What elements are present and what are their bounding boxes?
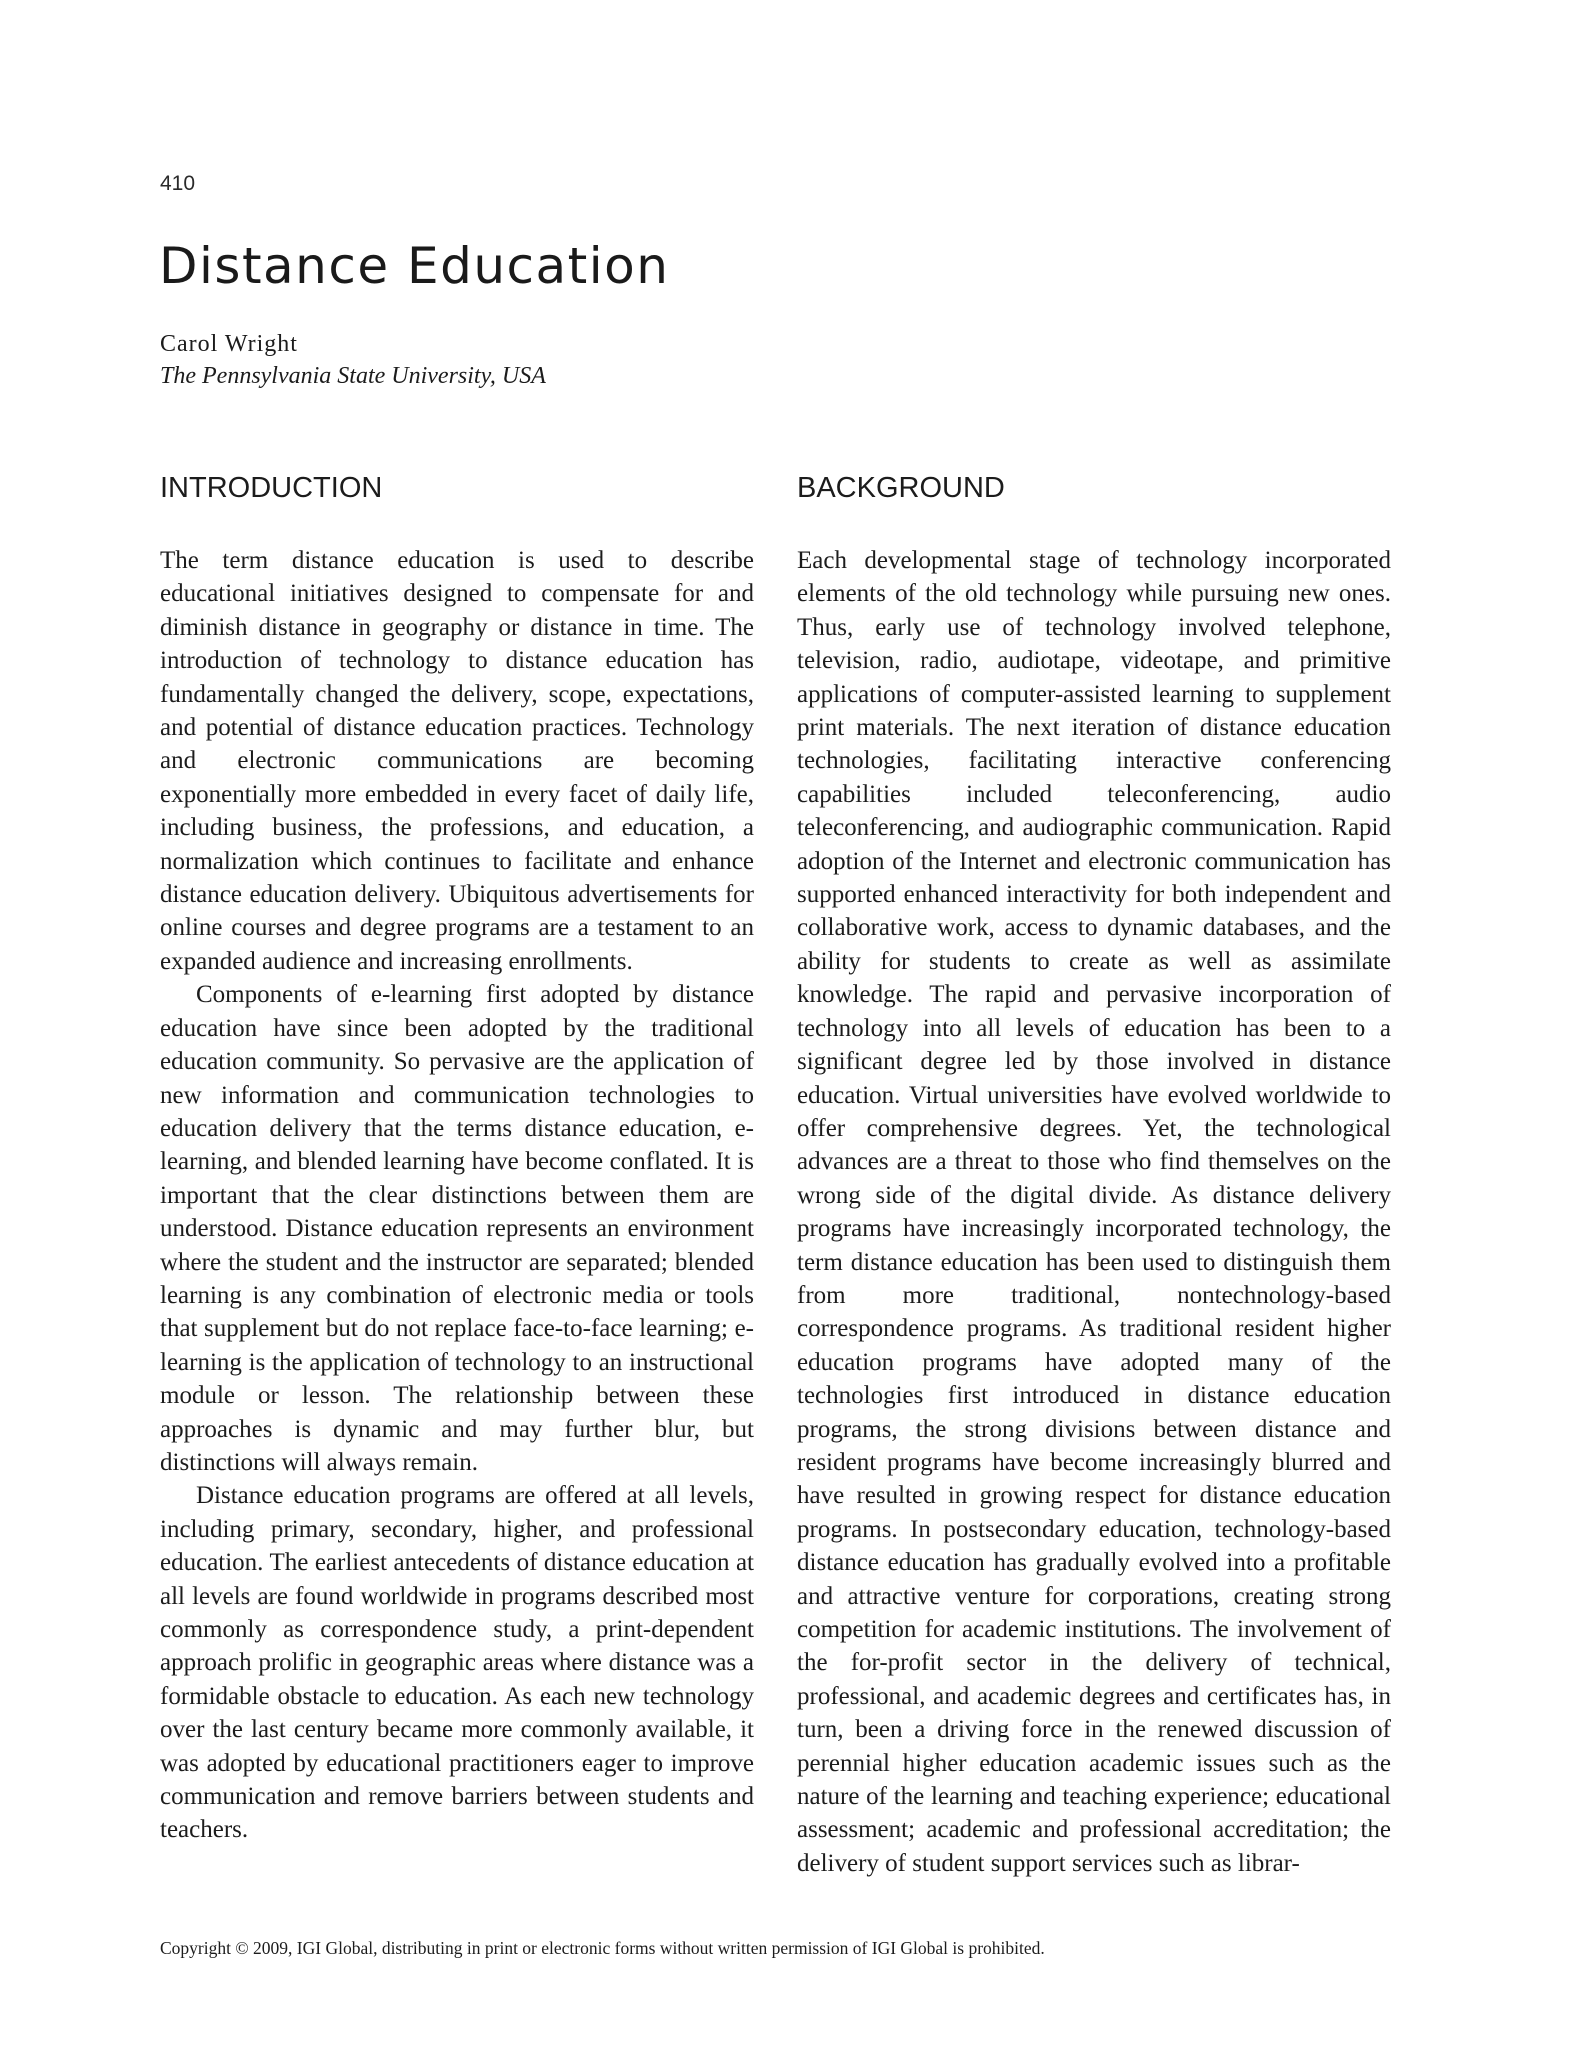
introduction-paragraph-2: Components of e-learning first adopted by distance education have since been adopted by the traditional education community. So pervasive are the application of new information and communication technologies to education delivery that the terms distance education, e-learning, and blended learning have become conflated. It is important that the clear distinctions between them are understood. Distance education represents an environment where the student and the instructor are separated; blended learning is any combination of electronic media or tools that supplement but do not replace face-to-face learning; e-learning is the application of technology to an instructional module or lesson. The relationship between these approaches is dynamic and may further blur, but distinctions will always remain. — [160, 981, 754, 1476]
author-name: Carol Wright — [160, 331, 298, 357]
article-title: Distance Education — [159, 237, 670, 295]
left-column — [160, 470, 754, 1847]
page-number: 410 — [160, 172, 196, 195]
background-heading: BACKGROUND — [797, 472, 1005, 504]
background-paragraph-1: Each developmental stage of technology incorporated elements of the old technology while pursuing new ones. Thus, early use of technology involved telephone, television, radio, audiotape, videotape, and primitive applications of computer-assisted learning to supplement print materials. The next iteration of distance education technologies, facilitating interactive conferencing capabilities included teleconferencing, audio teleconferencing, and audiographic communication. Rapid adoption of the Internet and electronic communication has supported enhanced interactivity for both independent and collaborative work, access to dynamic databases, and the ability for students to create as well as assimilate knowledge. The rapid and pervasive incorporation of technology into all levels of education has been to a significant degree led by those involved in distance education. Virtual universities have evolved worldwide to offer comprehensive degrees. Yet, the technological advances are a threat to those who find themselves on the wrong side of the digital divide. As distance delivery programs have increasingly incorporated technology, the term distance education has been used to distinguish them from more traditional, nontechnology-based correspondence programs. As traditional resident higher education programs have adopted many of the technologies first introduced in distance education programs, the strong divisions between distance and resident programs have become increasingly blurred and have resulted in growing respect for distance education programs. In postsecondary education, technology-based distance education has gradually evolved into a profitable and attractive venture for corporations, creating strong competition for academic institutions. The involvement of the for-profit sector in the delivery of technical, professional, and academic degrees and certificates has, in turn, been a driving force in the renewed discussion of perennial higher education academic issues such as the nature of the learning and teaching experience; educational assessment; academic and professional accreditation; the delivery of student support services such as librar- — [797, 547, 1391, 1877]
author-affiliation: The Pennsylvania State University, USA — [160, 363, 546, 389]
introduction-heading: INTRODUCTION — [160, 472, 383, 504]
copyright-notice: Copyright © 2009, IGI Global, distributing in print or electronic forms without written permission of IGI Global is prohibited. — [160, 1938, 1045, 1958]
author-block — [160, 328, 546, 392]
introduction-paragraph-3: Distance education programs are offered at all levels, including primary, secondary, higher, and professional education. The earliest antecedents of distance education at all levels are found worldwide in programs described most commonly as correspondence study, a print-dependent approach prolific in geographic areas where distance was a formidable obstacle to education. As each new technology over the last century became more commonly available, it was adopted by educational practitioners eager to improve communication and remove barriers between students and teachers. — [160, 1482, 754, 1844]
right-column — [797, 470, 1391, 1880]
introduction-paragraph-1: The term distance education is used to describe educational initiatives designed to compensate for and diminish distance in geography or distance in time. The introduction of technology to distance education has fundamentally changed the delivery, scope, expectations, and potential of distance education practices. Technology and electronic communications are becoming exponentially more embedded in every facet of daily life, including business, the professions, and education, a normalization which continues to facilitate and enhance distance education delivery. Ubiquitous advertisements for online courses and degree programs are a testament to an expanded audience and increasing enrollments. — [160, 547, 754, 975]
